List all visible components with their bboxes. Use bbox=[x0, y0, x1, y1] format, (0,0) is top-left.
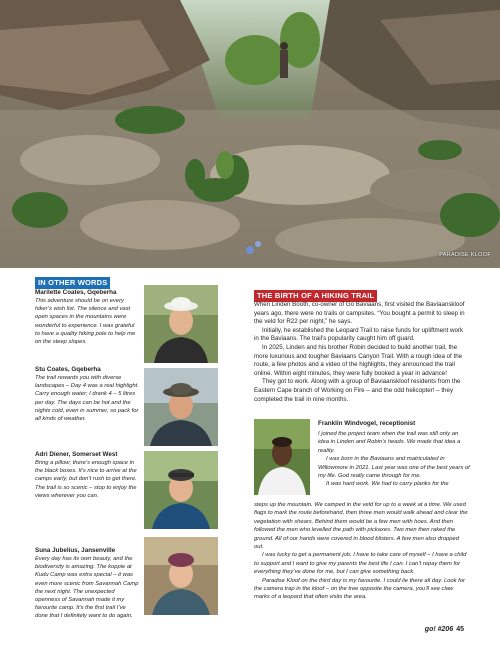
testimonial-3 bbox=[35, 450, 139, 500]
magazine-issue: go! #206 bbox=[424, 626, 454, 633]
in-other-words-heading: IN OTHER WORDS bbox=[35, 277, 110, 289]
portrait-franklin bbox=[254, 419, 310, 495]
page-number: 45 bbox=[456, 626, 464, 633]
franklin-name: Franklin Windvogel, receptionist bbox=[318, 420, 416, 427]
testimonial-name: Marilette Coates, Gqeberha bbox=[35, 289, 117, 296]
article-body bbox=[254, 301, 469, 404]
franklin-paragraph: steps up the mountain. We camped in the veld for up to a week at a time. We used flags to mark the route beforehand, then three men would walk ahead and clear the vegetation with shears. Behind them would be a few men with hoes. And then followed the men who levelled the path with pickaxes. Two men then raked the ground. All of our hands were covered in blood blisters. A few men also dropped out. bbox=[254, 502, 468, 551]
franklin-quote-bottom bbox=[254, 501, 469, 602]
portrait-adri bbox=[144, 451, 218, 529]
franklin-quote-top bbox=[318, 430, 470, 489]
testimonial-4 bbox=[35, 546, 139, 621]
testimonial-quote: This adventure should be on every hiker’s wish list. The silence and vast open spaces in the mountains were wonderful to experience. I was grateful to have a quality hiking pole to help me on the steep slopes. bbox=[35, 298, 136, 346]
testimonial-quote: The trail rewards you with diverse landscapes – Day 4 was a real highlight. Carry enough water; I drank 4 – 5 litres per day. The days can be hot and the nights cold, even in summer, so pack for all kinds of weather. bbox=[35, 375, 139, 423]
testimonial-name: Adri Diener, Somerset West bbox=[35, 451, 118, 458]
article-paragraph: When Linden Booth, co-owner of Go Baviaans, first visited the Baviaanskloof years ago, there were no trails or campsites. “You bought a permit to sleep in the veld for R22 per night,” he says. bbox=[254, 301, 465, 326]
portrait-stu bbox=[144, 368, 218, 446]
portrait-marilette bbox=[144, 285, 218, 363]
testimonial-quote: Bring a pillow; there’s enough space in the black boxes. It’s nice to arrive at the camps early, but don’t rush to get there. The trail is so scenic – stop to enjoy the views wherever you can. bbox=[35, 460, 137, 499]
franklin-paragraph: I joined the project team when the trail was still only an idea in Linden and Robin’s heads. We made that idea a reality. bbox=[318, 431, 461, 454]
article-paragraph: They got to work. Along with a group of Baviaanskloof residents from the Eastern Cape branch of Working on Fire – and the odd helicopter! – they completed the trail in nine months. bbox=[254, 378, 461, 403]
portrait-suna bbox=[144, 537, 218, 615]
article-paragraph: In 2025, Linden and his brother Robin decided to build another trail, the more luxurious and tougher Baviaans Canyon Trail. With a rough idea of the route, a few photos and a video of the highlights, they announced the trail online. Within eight minutes, they were fully booked a year in advance! bbox=[254, 343, 463, 377]
testimonial-1 bbox=[35, 288, 139, 346]
photo-caption: PARADISE KLOOF bbox=[439, 252, 491, 258]
birth-of-trail-heading: THE BIRTH OF A HIKING TRAIL bbox=[254, 290, 377, 302]
testimonial-2 bbox=[35, 365, 139, 423]
testimonial-name: Suna Jubelius, Jansenville bbox=[35, 547, 116, 554]
page-folio bbox=[425, 626, 464, 633]
testimonial-name: Stu Coates, Gqeberha bbox=[35, 366, 101, 373]
franklin-paragraph: Paradise Kloof on the third day is my favourite. I could lie there all day. Look for the camera trap in the kloof – on the tree opposite the camera, you’ll see claw marks of a leopard that often visits the area. bbox=[254, 577, 465, 601]
article-paragraph: Initially, he established the Leopard Trail to raise funds for upliftment work in the Baviaans. The trail’s popularity caught him off guard. bbox=[254, 326, 464, 343]
franklin-paragraph: It was hard work. We had to carry planks for the bbox=[326, 481, 449, 488]
hero-photo bbox=[0, 0, 500, 268]
franklin-paragraph: I was born in the Baviaans and matriculated in Willowmore in 2021. Last year was one of the best years of my life. God really came through for me. bbox=[318, 456, 470, 480]
testimonial-quote: Every day has its own beauty, and the biodiversity is amazing. The koppie at Kudu Camp was extra special – it was even more scenic from Savannah Camp the next night. The unexpected openness of Savannah made it my favourite camp. It’s the first trail I’ve done that I definitely want to do again. bbox=[35, 556, 139, 620]
franklin-paragraph: I was lucky to get a permanent job. I have to take care of myself – I have a child to support and I want to give my parents the best life I can. I can’t repay them for everything they’ve done for me, but I can give something back. bbox=[254, 552, 467, 576]
